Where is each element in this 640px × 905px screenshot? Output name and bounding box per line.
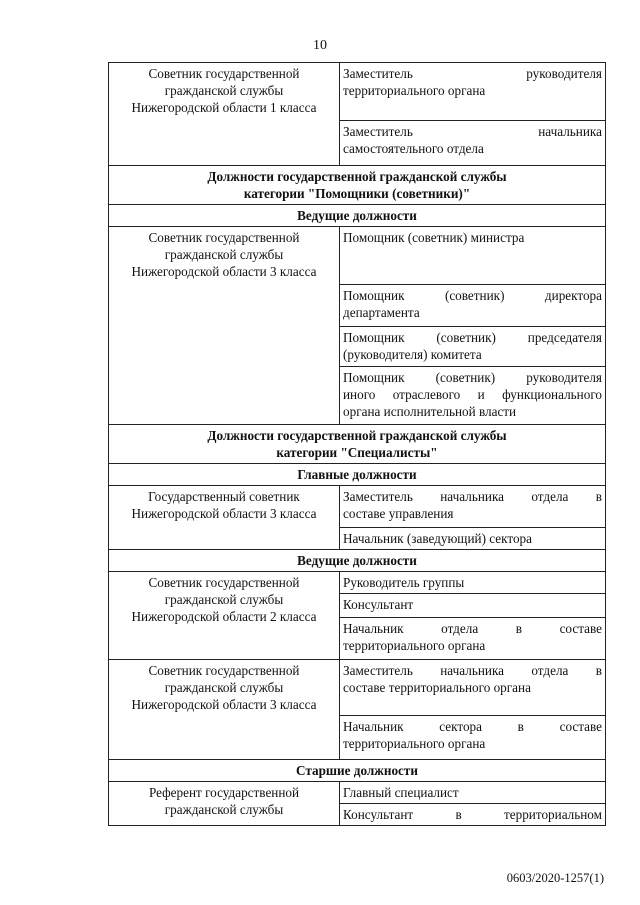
table-cell: Советник государственной гражданской службы Нижегородской области 1 класса (109, 63, 340, 166)
category-header: Должности государственной гражданской службы категории "Помощники (советники)" (109, 166, 606, 205)
table-cell: Государственный советник Нижегородской области 3 класса (109, 486, 340, 550)
page-number: 10 (313, 38, 327, 53)
group-header: Ведущие должности (109, 205, 606, 227)
table-cell: Референт государственной гражданской службы (109, 782, 340, 826)
table-cell: Помощник (советник) руководителя иного отраслевого и функционального органа исполнительной власти (340, 367, 606, 425)
category-header: Должности государственной гражданской службы категории "Специалисты" (109, 425, 606, 464)
positions-table (108, 62, 606, 826)
table-cell: Помощник (советник) министра (340, 227, 606, 285)
table-cell: Начальник отдела в составе территориального органа (340, 618, 606, 660)
table-cell: Начальник (заведующий) сектора (340, 528, 606, 550)
table-cell: Начальник сектора в составе территориального органа (340, 716, 606, 760)
document-code: 0603/2020-1257(1) (506, 871, 604, 885)
table-cell: Помощник (советник) председателя (руководителя) комитета (340, 327, 606, 367)
table-cell: Заместитель начальника отдела в составе управления (340, 486, 606, 528)
group-header: Ведущие должности (109, 550, 606, 572)
group-header: Главные должности (109, 464, 606, 486)
table-cell: Заместитель начальника самостоятельного отдела (340, 121, 606, 166)
table-cell: Заместитель начальника отдела в составе территориального органа (340, 660, 606, 716)
table-cell: Главный специалист (340, 782, 606, 804)
table-cell: Советник государственной гражданской службы Нижегородской области 3 класса (109, 660, 340, 760)
table-cell: Помощник (советник) директора департамента (340, 285, 606, 327)
table-cell: Советник государственной гражданской службы Нижегородской области 3 класса (109, 227, 340, 425)
table-cell: Руководитель группы (340, 572, 606, 594)
table-cell: Консультант в территориальном (340, 804, 606, 826)
table-cell: Заместитель руководителя территориального органа (340, 63, 606, 121)
group-header: Старшие должности (109, 760, 606, 782)
table-cell: Советник государственной гражданской службы Нижегородской области 2 класса (109, 572, 340, 660)
table-cell: Консультант (340, 594, 606, 618)
